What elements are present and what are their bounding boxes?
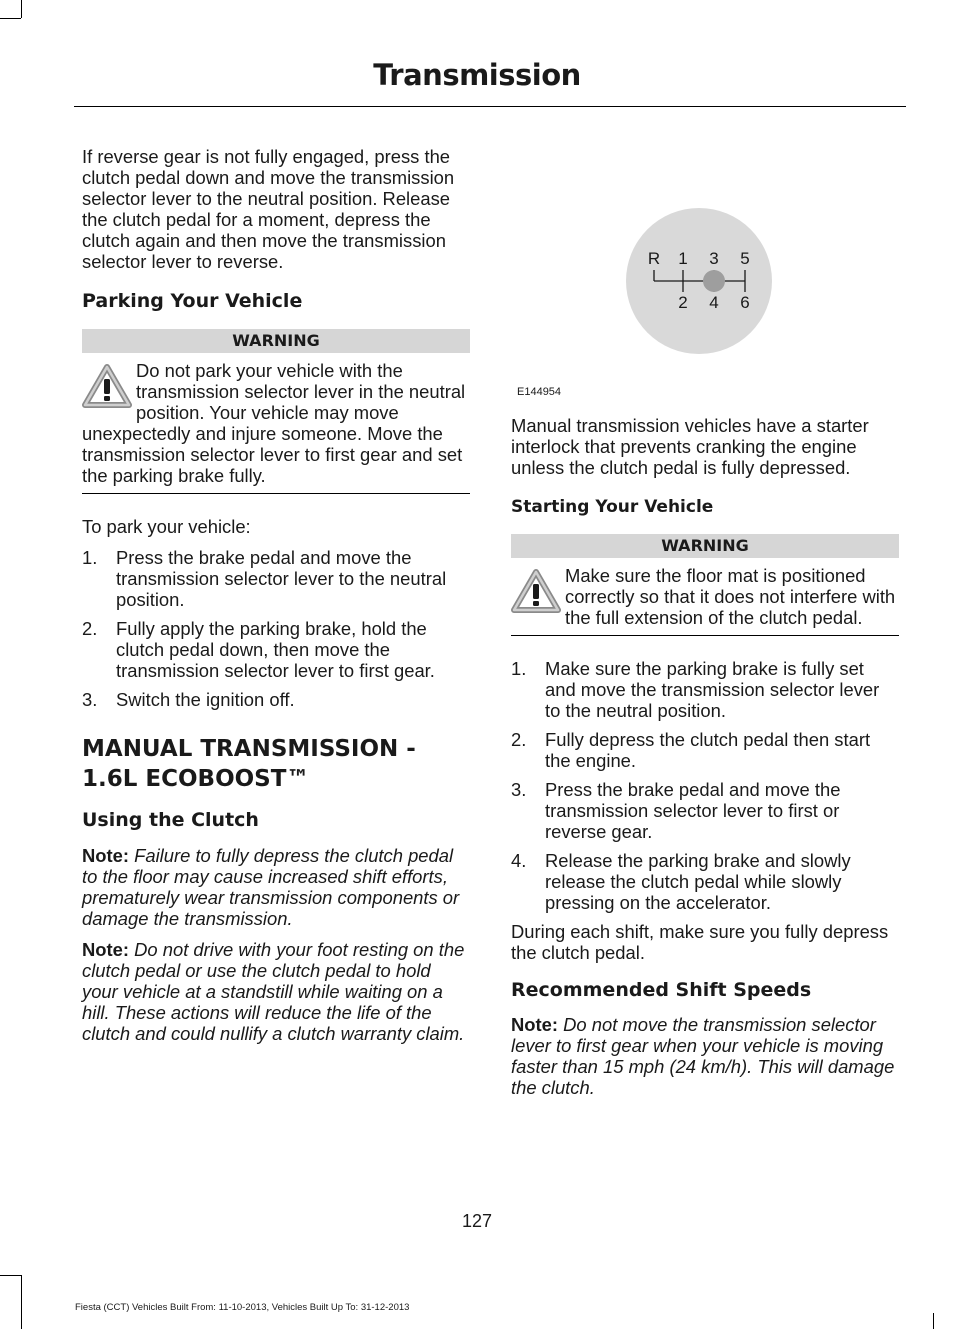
crop-mark — [0, 1275, 21, 1276]
list-item: 1. Make sure the parking brake is fully set and move the transmission selector lever to the neutral position. — [511, 658, 880, 721]
section-heading-line2: 1.6L ECOBOOST™ — [82, 766, 310, 792]
page-title: Transmission — [373, 58, 581, 92]
gear-label-5: 5 — [740, 249, 750, 268]
reverse-gear-paragraph: If reverse gear is not fully engaged, press the clutch pedal down and move the transmission selector lever to the neutral position. Release the clutch pedal for a moment, depress the clutch again and then move the transmission selector lever to reverse. — [82, 146, 455, 272]
list-item: 3. Switch the ignition off. — [82, 689, 295, 710]
gear-label-reverse: R — [647, 249, 661, 268]
shift-speeds-heading: Recommended Shift Speeds — [511, 979, 812, 1001]
note-first-gear — [511, 1014, 899, 1098]
left-column — [82, 146, 470, 1044]
interlock-paragraph: Manual transmission vehicles have a starter interlock that prevents cranking the engine unless the clutch pedal is fully depressed. — [511, 415, 869, 478]
title-divider — [74, 106, 906, 107]
parking-heading: Parking Your Vehicle — [82, 290, 303, 312]
start-steps-list — [511, 658, 899, 913]
crop-mark — [933, 1313, 934, 1329]
park-steps-list — [82, 547, 470, 710]
gear-label-1: 1 — [678, 249, 688, 268]
gear-knob-graphic — [511, 146, 899, 416]
warning-bar: WARNING — [511, 534, 899, 558]
crop-mark — [21, 0, 22, 18]
crop-mark — [0, 18, 21, 19]
section-heading — [82, 734, 470, 794]
list-item: 4. Release the parking brake and slowly release the clutch pedal while slowly pressing on the accelerator. — [511, 850, 851, 913]
gear-label-6: 6 — [740, 293, 750, 312]
gear-label-2: 2 — [678, 293, 688, 312]
figure-id: E144954 — [517, 386, 562, 398]
park-intro: To park your vehicle: — [82, 516, 251, 537]
right-column — [511, 146, 899, 1098]
shift-paragraph: During each shift, make sure you fully depress the clutch pedal. — [511, 921, 889, 963]
list-item: 3. Press the brake pedal and move the transmission selector lever to first or reverse gear. — [511, 779, 841, 842]
note-text: Do not drive with your foot resting on the clutch pedal or use the clutch pedal to hold your vehicle at a standstill while waiting on a hill. These actions will reduce the life of the clutch and could nullify a clutch warranty claim. — [82, 939, 465, 1044]
crop-mark — [21, 1275, 22, 1329]
clutch-heading: Using the Clutch — [82, 809, 259, 831]
warning-triangle-icon — [82, 363, 132, 409]
note-label: Note: — [511, 1014, 558, 1035]
warning-box — [82, 360, 470, 494]
warning-bar: WARNING — [82, 329, 470, 353]
note-clutch-resting — [82, 939, 470, 1044]
note-label: Note: — [82, 939, 129, 960]
footer-text: Fiesta (CCT) Vehicles Built From: 11-10-2013, Vehicles Built Up To: 31-12-2013 — [75, 1302, 410, 1313]
warning-text: Make sure the floor mat is positioned correctly so that it does not interfere with the full extension of the clutch pedal. — [565, 565, 896, 628]
warning-box — [511, 565, 899, 636]
starting-heading: Starting Your Vehicle — [511, 497, 714, 517]
list-item: 1. Press the brake pedal and move the transmission selector lever to the neutral position. — [82, 547, 447, 610]
note-label: Note: — [82, 845, 129, 866]
gear-label-4: 4 — [709, 293, 719, 312]
note-text: Failure to fully depress the clutch pedal to the floor may cause increased shift efforts, prematurely wear transmission components or damage the transmission. — [82, 845, 460, 929]
warning-triangle-icon — [511, 568, 561, 614]
gear-label-3: 3 — [709, 249, 719, 268]
list-item: 2. Fully depress the clutch pedal then start the engine. — [511, 729, 871, 771]
shift-pattern-diagram — [511, 146, 899, 416]
list-item: 2. Fully apply the parking brake, hold the clutch pedal down, then move the transmission selector lever to first gear. — [82, 618, 435, 681]
note-clutch-depress — [82, 845, 470, 929]
section-heading-line1: MANUAL TRANSMISSION - — [82, 736, 416, 762]
warning-text: Do not park your vehicle with the transmission selector lever in the neutral position. Your vehicle may move unexpectedly and injure someone. Move the transmission selector lever to first gear and set the parking brake fully. — [82, 360, 466, 486]
page-number: 127 — [461, 1211, 493, 1231]
note-text: Do not move the transmission selector lever to first gear when your vehicle is moving faster than 15 mph (24 km/h). This will damage the clutch. — [511, 1014, 895, 1098]
